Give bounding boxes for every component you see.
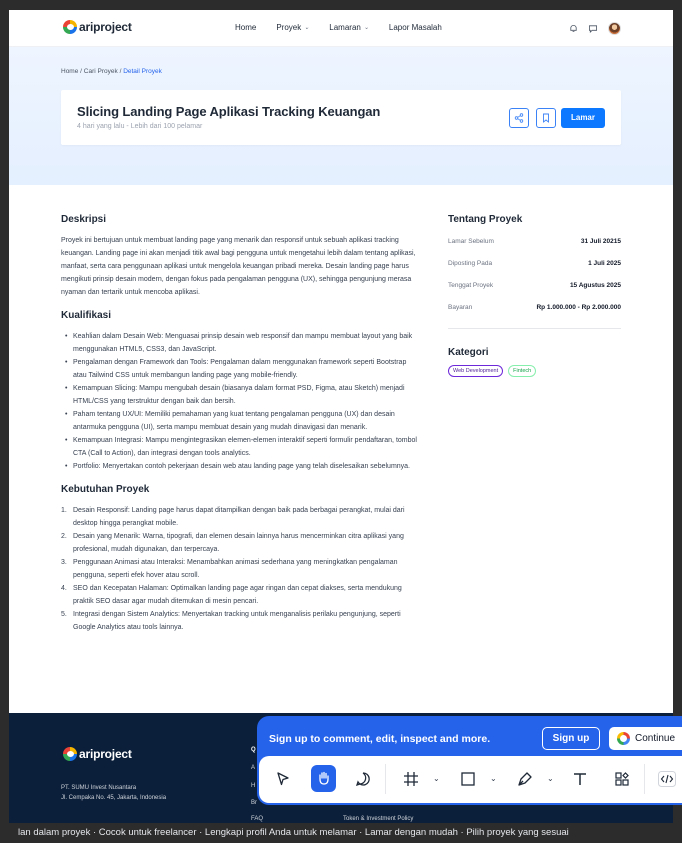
breadcrumb-current: Detail Proyek [123,68,162,75]
qualifications-heading: Kualifikasi [61,310,112,321]
divider [448,328,621,329]
page-frame [9,10,673,823]
footer-link[interactable]: Br [251,800,257,806]
about-row-posted: Diposting Pada 1 Juli 2025 [448,259,621,267]
footer-link[interactable]: A [251,765,256,771]
about-row-deadline: Tenggat Proyek 15 Agustus 2025 [448,281,621,289]
breadcrumb-cari-proyek[interactable]: Cari Proyek [83,68,118,75]
bell-icon[interactable] [568,24,578,34]
figma-toolbar [259,756,682,803]
chevron-down-icon: ⌄ [363,25,369,31]
list-item: • Kemampuan Integrasi: Mampu mengintegrasikan elemen-elemen interaktif seperti formulir pendaftaran, tombol CTA (Call to Action), dan integrasi dengan tools analytics. [61,434,421,460]
qualifications-list [61,330,421,473]
list-item: • Keahlian dalam Desain Web: Menguasai prinsip desain web responsif dan mampu membuat layout yang baik menggunakan HTML5, CSS3, dan JavaScript. [61,330,421,356]
chat-icon[interactable] [588,24,598,34]
category-heading: Kategori [448,347,489,358]
chevron-down-icon[interactable]: ⌄ [547,774,554,783]
list-item: 1. Desain Responsif: Landing page harus dapat ditampilkan dengan baik pada berbagai perangkat, mulai dari desktop hingga perangkat mobile. [61,507,405,527]
list-item: • Kemampuan Slicing: Mampu mengubah desain (biasanya dalam format PSD, Figma, atau Sketch) menjadi HTML/CSS yang terstruktur dengan baik dan bersih. [61,382,421,408]
description-heading: Deskripsi [61,214,107,225]
project-meta: 4 hari yang lalu - Lebih dari 100 pelamar [77,123,203,130]
main-content [61,214,421,634]
main-menu [235,23,462,32]
logo-mark-icon [63,747,77,761]
hand-tool-icon[interactable] [311,765,336,792]
nav-item-lamaran[interactable]: Lamaran ⌄ [329,23,369,32]
about-row-payment: Bayaran Rp 1.000.000 - Rp 2.000.000 [448,303,621,311]
chevron-down-icon[interactable]: ⌄ [433,774,440,783]
pen-tool-icon[interactable] [515,765,535,792]
footer-address: PT. SUMU Invest Nusantara Jl. Cempaka No. 45, Jakarta, Indonesia [61,785,167,801]
apply-button[interactable]: Lamar [561,108,605,128]
hero-section [9,47,673,185]
list-item: • Portfolio: Menyertakan contoh pekerjaan desain web atau landing page yang telah diselesaikan sebelumnya. [61,460,421,473]
category-tags [448,365,621,377]
resources-tool-icon[interactable] [612,765,632,792]
bottom-text-strip: lan dalam proyek · Cocok untuk freelancer · Lengkapi profil Anda untuk melamar · Lamar dengan mudah · Pilih proyek yang sesuai [0,823,682,843]
rectangle-tool-icon[interactable] [458,765,478,792]
list-item: 5. Integrasi dengan Sistem Analytics: Menyertakan tracking untuk menganalisis perilaku pengunjung, seperti Google Analytics atau tools lainnya. [61,611,401,631]
chevron-down-icon: ⌄ [304,25,310,31]
text-tool-icon[interactable] [570,765,590,792]
chevron-down-icon[interactable]: ⌄ [490,774,497,783]
move-tool-icon[interactable] [273,765,293,792]
brand-logo[interactable] [63,20,132,34]
breadcrumb: Home / Cari Proyek / Detail Proyek [61,68,162,75]
toolbar-separator [385,764,386,794]
nav-actions [568,22,621,35]
about-heading: Tentang Proyek [448,214,523,225]
description-text: Proyek ini bertujuan untuk membuat landing page yang menarik dan responsif untuk sebuah aplikasi tracking keuangan. Landing page ini akan menjadi titik awal bagi pengguna untuk mengetahui lebih dalam tentang aplikasi, manfaat, serta cara penggunaan aplikasi untuk mengelola keuangan pribadi mereka. Desain landing page harus mengikuti prinsip desain modern, dengan fokus pada pengalaman pengguna (UX), sehingga pengunjung merasa nyaman dan tertarik untuk mencoba aplikasi. [61,237,416,296]
needs-list [61,504,421,634]
figma-continue-google-button[interactable]: Continue [609,727,682,750]
footer-col-heading: Q [251,747,256,753]
footer-link-policy[interactable]: Token & Investment Policy [343,816,414,822]
tag-web-development[interactable]: Web Development [448,365,503,377]
list-item: 4. SEO dan Kecepatan Halaman: Optimalkan landing page agar ringan dan cepat diakses, serta mendukung praktik SEO dasar agar mudah ditemukan di mesin pencari. [61,585,402,605]
list-item: • Pengalaman dengan Framework dan Tools: Pengalaman dalam menggunakan framework seperti Bootstrap atau Tailwind CSS untuk membangun landing page yang mobile-friendly. [61,356,421,382]
nav-item-lapor-masalah[interactable]: Lapor Masalah [388,23,442,32]
list-item: 2. Desain yang Menarik: Warna, tipografi, dan elemen desain lainnya harus mencerminkan citra aplikasi yang profesional, mudah digunakan, dan terpercaya. [61,533,404,553]
dev-mode-code-icon[interactable] [655,765,679,792]
list-item: • Paham tentang UX/UI: Memiliki pemahaman yang kuat tentang pengalaman pengguna (UX) dan desain antarmuka pengguna (UI), serta mampu membuat desain yang mudah dinavigasi dan menarik. [61,408,421,434]
comment-tool-icon[interactable] [353,765,373,792]
breadcrumb-home[interactable]: Home [61,68,79,75]
user-avatar[interactable] [608,22,621,35]
bookmark-button[interactable] [536,108,556,128]
project-title: Slicing Landing Page Aplikasi Tracking Keuangan [77,104,381,119]
nav-item-home[interactable]: Home [235,23,257,32]
project-sidebar [448,214,621,377]
about-row-apply-before: Lamar Sebelum 31 Juli 20215 [448,237,621,245]
footer-link[interactable]: H [251,783,256,789]
tag-fintech[interactable]: Fintech [508,365,536,377]
figma-signup-banner [257,716,682,805]
footer-brand-name: ariproject [79,747,132,761]
logo-mark-icon [63,20,77,34]
brand-name: ariproject [79,20,132,34]
project-header-card [61,90,621,145]
bookmark-icon [541,113,551,123]
toolbar-separator [644,764,645,794]
top-navbar [9,10,673,47]
google-icon [617,732,630,745]
footer-link-faq[interactable]: FAQ [251,816,264,822]
list-item: 3. Penggunaan Animasi atau Interaksi: Menambahkan animasi sederhana yang meningkatkan pengalaman pengguna, seperti efek hover atau scroll. [61,559,398,579]
share-button[interactable] [509,108,529,128]
nav-item-proyek[interactable]: Proyek ⌄ [276,23,310,32]
figma-signup-button[interactable]: Sign up [542,727,600,750]
share-icon [514,113,524,123]
frame-tool-icon[interactable] [401,765,421,792]
footer-logo[interactable] [63,747,132,761]
needs-heading: Kebutuhan Proyek [61,484,150,495]
figma-prompt: Sign up to comment, edit, inspect and more. [269,733,491,745]
